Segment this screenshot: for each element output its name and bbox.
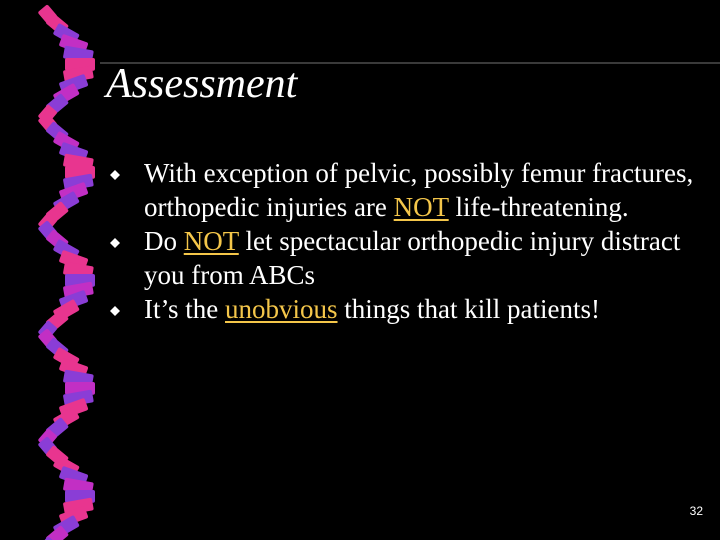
slide-title: Assessment (106, 61, 298, 107)
bullet-emphasis: NOT (183, 226, 239, 256)
bullet-text: let spectacular orthopedic injury distract you from ABCs (144, 226, 681, 290)
bullet-list (108, 156, 698, 326)
bullet-text: Do (144, 226, 184, 256)
bullet-text: life-threatening. (448, 192, 629, 222)
bullet-text: It’s the (144, 294, 225, 324)
diamond-bullet-icon (110, 238, 120, 248)
bullet-text: With exception of pelvic, possibly femur fractures, orthopedic injuries are (144, 158, 694, 222)
wavy-spiral-border (0, 0, 110, 540)
bullet-text: things that kill patients! (337, 294, 600, 324)
diamond-bullet-icon (110, 170, 120, 180)
diamond-bullet-icon (110, 306, 120, 316)
bullet-item (108, 292, 698, 326)
bullet-emphasis: NOT (393, 192, 449, 222)
bullet-item (108, 224, 698, 292)
bullet-item (108, 156, 698, 224)
bullet-emphasis: unobvious (225, 294, 338, 324)
page-number: 32 (689, 504, 703, 518)
